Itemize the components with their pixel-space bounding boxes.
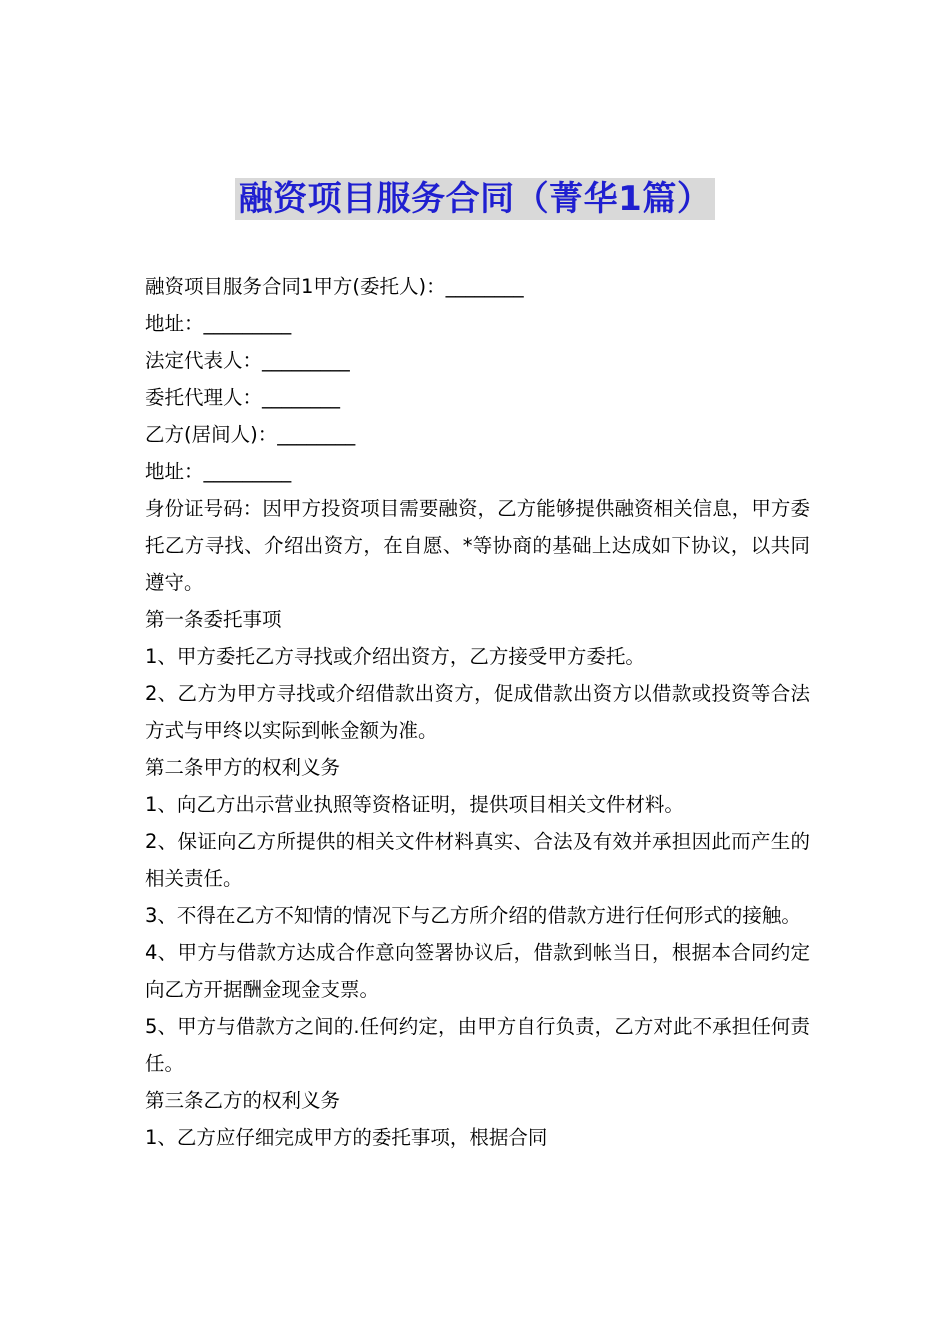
legal-representative: 法定代表人：_________ [145,349,350,372]
document-body [145,268,810,1156]
article-3-item-1: 1、乙方应仔细完成甲方的委托事项，根据合同 [145,1126,548,1149]
id-number-paragraph: 身份证号码：因甲方投资项目需要融资，乙方能够提供融资相关信息，甲方委托乙方寻找、介绍出资方，在自愿、*等协商的基础上达成如下协议，以共同遵守。 [145,497,810,594]
article-2-item-1: 1、向乙方出示营业执照等资格证明，提供项目相关文件材料。 [145,793,684,816]
article-1-heading: 第一条委托事项 [145,608,282,631]
document-title: 融资项目服务合同（菁华1篇） [235,178,716,220]
title-container [0,178,950,220]
article-1-item-1: 1、甲方委托乙方寻找或介绍出资方，乙方接受甲方委托。 [145,645,645,668]
party-a-line: 融资项目服务合同1甲方(委托人)：________ [145,275,524,298]
article-2-item-3: 3、不得在乙方不知情的情况下与乙方所介绍的借款方进行任何形式的接触。 [145,904,801,927]
party-b-line: 乙方(居间人)：________ [145,423,356,446]
article-2-heading: 第二条甲方的权利义务 [145,756,341,779]
article-1-item-2: 2、乙方为甲方寻找或介绍借款出资方，促成借款出资方以借款或投资等合法方式与甲终以实际到帐金额为准。 [145,682,810,742]
authorized-agent: 委托代理人：________ [145,386,341,409]
party-b-address: 地址：_________ [145,460,292,483]
article-3-heading: 第三条乙方的权利义务 [145,1089,341,1112]
article-2-item-5: 5、甲方与借款方之间的.任何约定，由甲方自行负责，乙方对此不承担任何责任。 [145,1015,810,1075]
article-2-item-2: 2、保证向乙方所提供的相关文件材料真实、合法及有效并承担因此而产生的相关责任。 [145,830,810,890]
article-2-item-4: 4、甲方与借款方达成合作意向签署协议后，借款到帐当日，根据本合同约定向乙方开据酬金现金支票。 [145,941,810,1001]
party-a-address: 地址：_________ [145,312,292,335]
